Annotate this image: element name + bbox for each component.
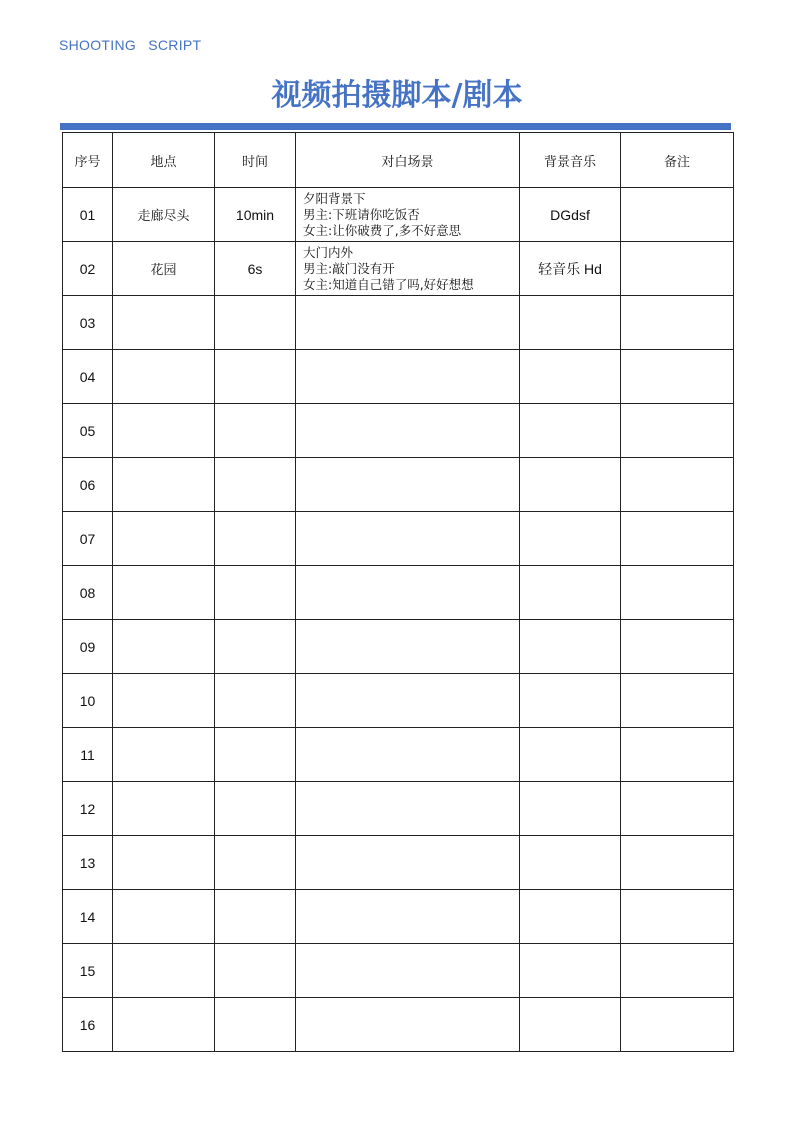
cell-scene [296,728,520,782]
cell-note [621,188,734,242]
cell-note [621,296,734,350]
script-table [62,132,734,1052]
cell-number: 16 [63,998,113,1052]
cell-location [113,350,215,404]
cell-location [113,512,215,566]
cell-time [215,782,296,836]
cell-music [520,512,621,566]
cell-music [520,944,621,998]
table-row [63,566,734,620]
document-subtitle: SHOOTING SCRIPT [59,37,202,53]
cell-location [113,404,215,458]
cell-scene: 夕阳背景下 男主:下班请你吃饭否 女主:让你破费了,多不好意思 [296,188,520,242]
table-header-row [63,133,734,188]
table-body [63,188,734,1052]
cell-number: 12 [63,782,113,836]
cell-number: 01 [63,188,113,242]
cell-note [621,350,734,404]
column-header-music: 背景音乐 [520,133,621,188]
table-row [63,674,734,728]
table-row [63,944,734,998]
cell-time [215,998,296,1052]
cell-number: 11 [63,728,113,782]
cell-time [215,512,296,566]
cell-number: 10 [63,674,113,728]
table-row [63,890,734,944]
table-row [63,998,734,1052]
cell-location [113,620,215,674]
table-row [63,404,734,458]
cell-number: 14 [63,890,113,944]
cell-number: 15 [63,944,113,998]
cell-location [113,944,215,998]
cell-scene [296,836,520,890]
cell-location [113,566,215,620]
cell-note [621,998,734,1052]
cell-time [215,674,296,728]
title-divider [60,123,731,130]
cell-location: 走廊尽头 [113,188,215,242]
cell-number: 02 [63,242,113,296]
cell-music [520,998,621,1052]
table-row [63,836,734,890]
table-row [63,782,734,836]
cell-note [621,404,734,458]
cell-time [215,350,296,404]
cell-music [520,566,621,620]
table-row [63,296,734,350]
table-row [63,242,734,296]
cell-time [215,404,296,458]
cell-location: 花园 [113,242,215,296]
cell-scene: 大门内外 男主:敲门没有开 女主:知道自己错了吗,好好想想 [296,242,520,296]
cell-scene [296,350,520,404]
cell-note [621,620,734,674]
cell-number: 08 [63,566,113,620]
cell-music [520,728,621,782]
cell-location [113,836,215,890]
cell-number: 03 [63,296,113,350]
cell-scene [296,458,520,512]
cell-time [215,620,296,674]
table-row [63,512,734,566]
cell-music: 轻音乐 Hd [520,242,621,296]
cell-location [113,998,215,1052]
cell-scene [296,782,520,836]
cell-time: 10min [215,188,296,242]
cell-music [520,836,621,890]
cell-music [520,350,621,404]
column-header-note: 备注 [621,133,734,188]
cell-time [215,836,296,890]
cell-scene [296,998,520,1052]
cell-time: 6s [215,242,296,296]
cell-number: 09 [63,620,113,674]
cell-location [113,728,215,782]
cell-number: 04 [63,350,113,404]
table-row [63,620,734,674]
cell-music [520,296,621,350]
cell-note [621,944,734,998]
cell-time [215,728,296,782]
cell-music [520,620,621,674]
table-row [63,728,734,782]
cell-time [215,296,296,350]
cell-note [621,890,734,944]
column-header-number: 序号 [63,133,113,188]
cell-note [621,512,734,566]
cell-music [520,782,621,836]
document-title: 视频拍摄脚本/剧本 [271,78,523,113]
cell-note [621,728,734,782]
cell-note [621,782,734,836]
cell-location [113,296,215,350]
cell-scene [296,404,520,458]
cell-location [113,782,215,836]
cell-scene [296,890,520,944]
cell-location [113,458,215,512]
cell-note [621,458,734,512]
cell-number: 13 [63,836,113,890]
cell-music [520,674,621,728]
cell-scene [296,296,520,350]
cell-time [215,890,296,944]
cell-note [621,836,734,890]
cell-scene [296,512,520,566]
cell-time [215,458,296,512]
cell-scene [296,674,520,728]
cell-note [621,242,734,296]
cell-time [215,944,296,998]
table-row [63,350,734,404]
cell-scene [296,566,520,620]
table-row [63,188,734,242]
column-header-scene: 对白场景 [296,133,520,188]
table-row [63,458,734,512]
cell-number: 05 [63,404,113,458]
cell-music [520,404,621,458]
cell-location [113,674,215,728]
cell-location [113,890,215,944]
cell-time [215,566,296,620]
cell-music [520,890,621,944]
cell-music: DGdsf [520,188,621,242]
cell-number: 07 [63,512,113,566]
cell-scene [296,620,520,674]
cell-scene [296,944,520,998]
cell-number: 06 [63,458,113,512]
column-header-location: 地点 [113,133,215,188]
cell-music [520,458,621,512]
cell-note [621,674,734,728]
cell-note [621,566,734,620]
column-header-time: 时间 [215,133,296,188]
